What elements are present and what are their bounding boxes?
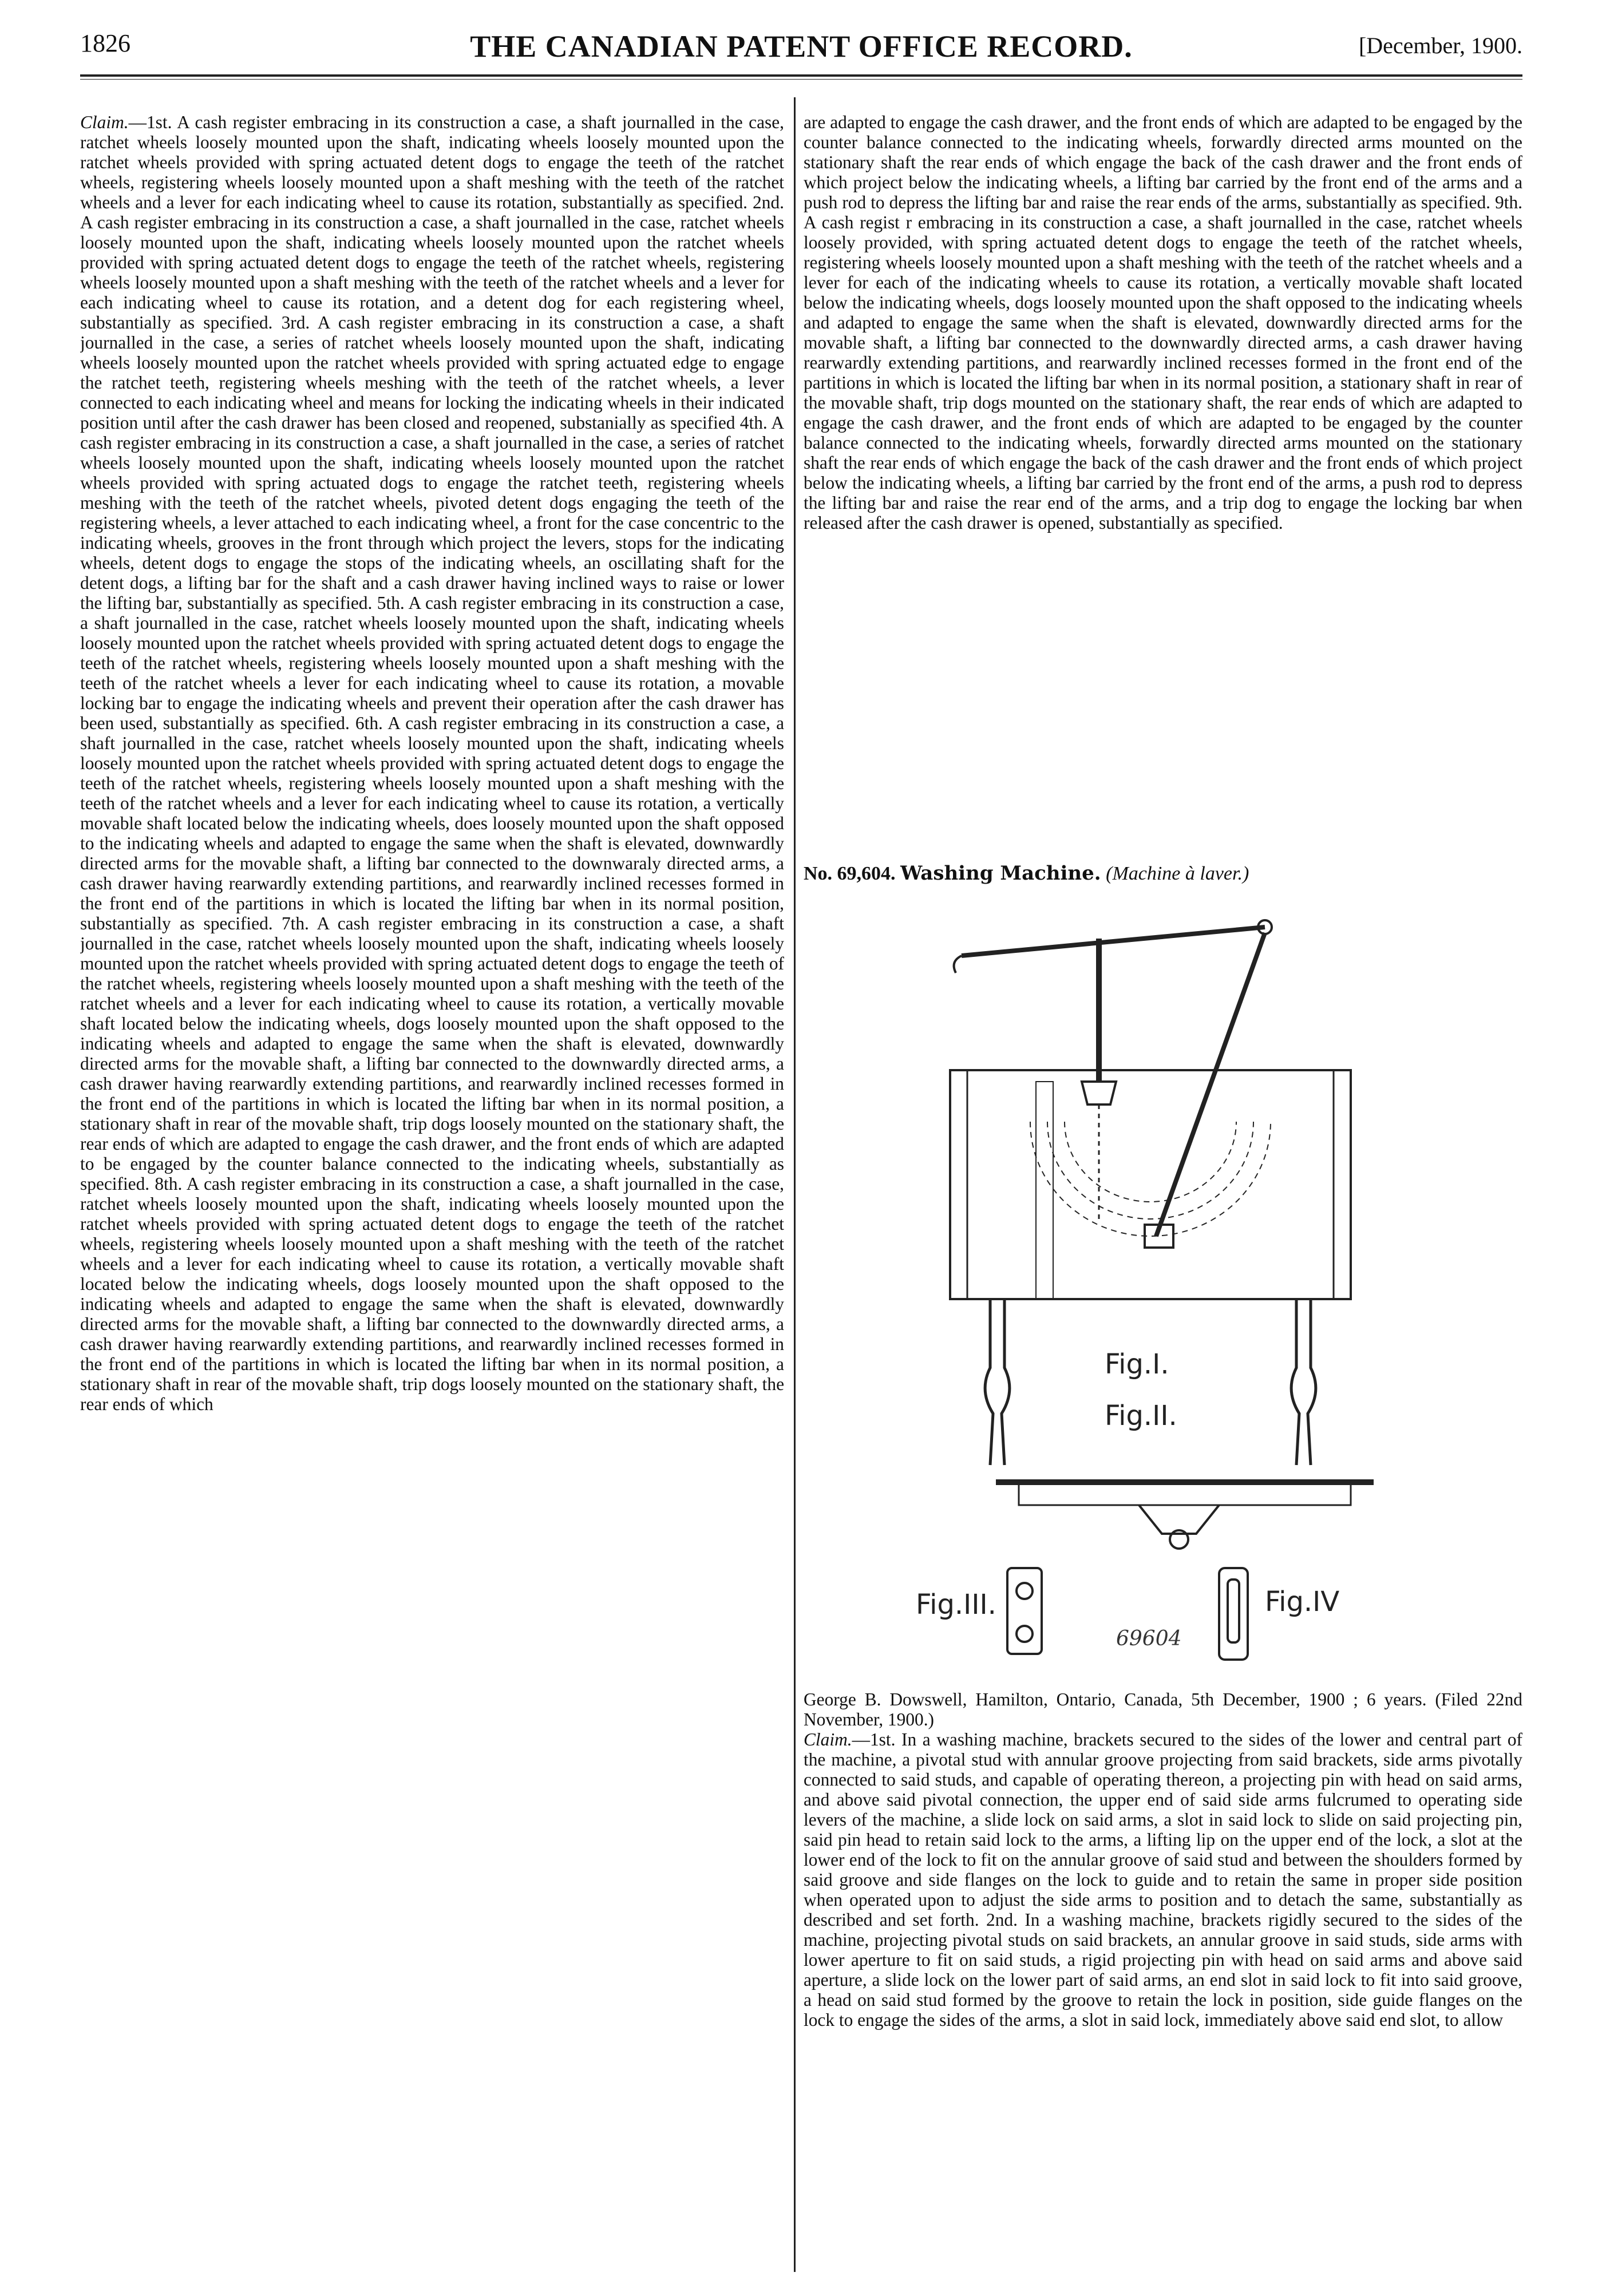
tub-body (950, 1070, 1351, 1299)
figure-label-2: Fig.II. (1105, 1400, 1177, 1432)
fig-3-drawing (1007, 1568, 1042, 1654)
washing-machine-claims (804, 1729, 1522, 2030)
figure-label-3: Fig.III. (916, 1589, 996, 1621)
right-column-paragraph: are adapted to engage the cash drawer, and the front ends of which are adapted to be engaged by the counter balance connected to the indicating wheels, forwardly directed arms mounted on the stationary shaft the rear ends of which engage the back of the cash drawer and the front ends of which project below the indicating wheels, a lifting bar carried by the front end of the arms and a push rod to depress the lifting bar and raise the rear ends of the arms, substantially as specified. 9th. A cash regist r embracing in its construction a case, a shaft journalled in the case, ratchet wheels loosely provided, with spring actuated detent dogs to engage the teeth of the ratchet wheels, registering wheels loosely mounted upon a shaft meshing with the teeth of the ratchet wheels and a lever for each of the indicating wheels to cause its rotation, a vertically movable shaft located below the indicating wheels, dogs loosely mounted upon the shaft opposed to the indicating wheels and adapted to engage the same when the shaft is elevated, downwardly directed arms for the movable shaft, a lifting bar connected to the downwardly directed arms, a cash drawer having rearwardly extending partitions, and rearwardly inclined recesses formed in the front end of the partitions in which is located the lifting bar when in its normal position, a stationary shaft in rear of the movable shaft, trip dogs mounted on the stationary shaft, the rear ends of which are adapted to engage the cash drawer, and the front ends of which are adapted to be engaged by the counter balance connected to the indicating wheels, forwardly directed arms mounted on the stationary shaft the rear ends of which engage the back of the cash drawer and the front ends of which project below the indicating wheels, a lifting bar carried by the front end of the arms, a push rod to depress the lifting bar and raise the rear end of the arms, and a trip dog to engage the locking bar when released after the cash drawer is opened, substantially as specified. (804, 112, 1522, 533)
issue-date: [December, 1900. (1358, 33, 1522, 58)
leg-left (985, 1299, 993, 1465)
header-rule-thick (80, 74, 1522, 77)
claim-text: —1st. A cash register embracing in its construction a case, a shaft journalled in the case, ratchet wheels loosely mounted upon the shaft, indicating wheels loosely mounted upon the ratchet wheels provided with spring actuated detent dogs to engage the teeth of the ratchet wheels, registering wheels loosely mounted upon a shaft meshing with the teeth of the ratchet wheels and a lever for each indicating wheel to cause its rotation, substantially as specified. 2nd. A cash register embracing in its construction a case, a shaft journalled in the case, ratchet wheels loosely mounted upon the shaft, indicating wheels loosely mounted upon the ratchet wheels provided with spring actuated detent dogs to engage the teeth of the ratchet wheels, registering wheels loosely mounted upon a shaft meshing with the teeth of the ratchet wheels and a lever for each indicating wheel to cause its rotation, and a detent dog for each registering wheel, substantially as specified. 3rd. A cash register embracing in its construction a case, a shaft journalled in the case, a series of ratchet wheels loosely mounted upon the shaft, indicating wheels loosely mounted upon the ratchet wheels provided with spring actuated edge to engage the ratchet teeth, registering wheels meshing with the teeth of the ratchet wheels, a lever connected to each indicating wheel and means for locking the indicating wheels in their indicated position until after the cash drawer has been closed and reopened, substanially as specified 4th. A cash register embracing in its construction a case, a shaft journalled in the case, a series of ratchet wheels loosely mounted upon the shaft, indicating wheels loosely mounted upon the ratchet wheels provided with spring actuated dogs to engage the ratchet teeth, registering wheels meshing with the teeth of the ratchet wheels, pivoted detent dogs engaging the teeth of the registering wheels, a lever attached to each indicating wheel, a front for the case concentric to the indicating wheels, grooves in the front through which project the levers, stops for the indicating wheels, detent dogs to engage the stops of the indicating wheels, an oscillating shaft for the detent dogs, a lifting bar for the shaft and a cash drawer having inclined ways to raise or lower the lifting bar, substantially as specified. 5th. A cash register embracing in its construction a case, a shaft journalled in the case, ratchet wheels loosely mounted upon the shaft, indicating wheels loosely mounted upon the ratchet wheels provided with spring actuated detent dogs to engage the teeth of the ratchet wheels, registering wheels loosely mounted upon a shaft meshing with the teeth of the ratchet wheels a lever for each indicating wheel to cause its rotation, a movable locking bar to engage the indicating wheels and prevent their operation after the cash drawer has been used, substantially as specified. 6th. A cash register embracing in its construction a case, a shaft journalled in the case, ratchet wheels loosely mounted upon the shaft, indicating wheels loosely mounted upon the ratchet wheels provided with spring actuated detent dogs to engage the teeth of the ratchet wheels, registering wheels loosely mounted upon a shaft meshing with the teeth of the ratchet wheels and a lever for each indicating wheel to cause its rotation, a vertically movable shaft located below the indicating wheels, does loosely mounted upon the shaft opposed to the indicating wheels and adapted to engage the same when the shaft is elevated, downwardly directed arms for the movable shaft, a lifting bar connected to the downwaraly directed arms, a cash drawer having rearwardly extending partitions, and rearwardly inclined recesses formed in the front end of the partitions in which is located the lifting bar when in its normal position, substantially as specified. 7th. A cash register embracing in its construction a case, a shaft journalled in the case, ratchet wheels loosely mounted upon the shaft, indicating wheels loosely mounted upon the ratchet wheels provided with spring actuated detent dogs to engage the teeth of the ratchet wheels, registering wheels loosely mounted upon a shaft meshing with the teeth of the ratchet wheels and a lever for each indicating wheel to cause its rotation, a vertically movable shaft located below the indicating wheels, dogs loosely mounted upon the shaft opposed to the indicating wheels and adapted to engage the same when the shaft is elevated, downwardly directed arms for the movable shaft, a lifting bar connected to the downwardly directed arms, a cash drawer having rearwardly extending partitions, and rearwardly inclined recesses formed in the front end of the partitions in which is located the lifting bar when in its normal position, a stationary shaft in rear of the movable shaft, trip dogs loosely mounted on the stationary shaft, the rear ends of which are adapted to engage the cash drawer, and the front ends of which are adapted to be engaged by the counter balance connected to the indicating wheels, substantially as specified. 8th. A cash register embracing in its construction a case, a shaft journalled in the case, ratchet wheels loosely mounted upon the shaft, indicating wheels loosely mounted upon the ratchet wheels provided with spring actuated detent dogs to engage the teeth of the ratchet wheels, registering wheels loosely mounted upon a shaft meshing with the teeth of the ratchet wheels and a lever for each indicating wheel to cause its rotation, a vertically movable shaft located below the indicating wheels, dogs loosely mounted upon the shaft opposed to the indicating wheels and adapted to engage the same when the shaft is elevated, downwardly directed arms for the movable shaft, a lifting bar connected to the downwardly directed arms, a cash drawer having rearwardly extending partitions, and rearwardly inclined recesses formed in the front end of the partitions in which is located the lifting bar when in its normal position, a stationary shaft in rear of the movable shaft, trip dogs loosely mounted on the stationary shaft, the rear ends of which (80, 112, 784, 1414)
fig-4-drawing (1219, 1568, 1248, 1660)
side-arm (1156, 933, 1265, 1236)
patent-french-title: (Machine à laver.) (1106, 863, 1249, 884)
patent-drawing (893, 898, 1465, 1671)
fig-2-drawing (996, 1482, 1374, 1549)
claim-text: —1st. In a washing machine, brackets secured to the sides of the lower and central part of the machine, a pivotal stud with annular groove projecting from said brackets, side arms pivotally connected to said studs, and capable of operating thereon, a projecting pin with head on said arms, and above said pivotal connection, the upper end of said side arms fulcrumed to operating side levers of the machine, a slide lock on said arms, a slot in said lock to slide on said projecting pin, said pin head to retain said lock to the arms, a lifting lip on the upper end of the lock, a slot at the lower end of the lock to fit on the annular groove of said stud and between the shoulders formed by said groove and side flanges on the lock to guide and to retain the same in proper side position when operated upon to adjust the side arms to position and to detach the same, substantially as described and set forth. 2nd. In a washing machine, brackets rigidly secured to the sides of the machine, projecting pivotal studs on said brackets, an annular groove in said studs, side arms with lower aperture to fit on said studs, a rigid projecting pin with head on said arms and above said aperture, a slide lock on the lower part of said arms, an end slot in said lock to fit into said groove, a head on said stud formed by the groove to retain the lock in position, side guide flanges on the lock to engage the sides of the arms, a slot in said lock, immediately above said end slot, to allow (804, 1729, 1522, 2030)
journal-title: THE CANADIAN PATENT OFFICE RECORD. (470, 29, 1133, 64)
page-number: 1826 (80, 29, 130, 57)
patent-entry-heading (804, 862, 1522, 885)
patent-title: Washing Machine. (900, 862, 1101, 885)
claim-label: Claim. (80, 112, 129, 132)
fig-1-drawing (950, 920, 1351, 1465)
patent-number: No. 69,604. (804, 863, 896, 884)
figure-reference-number: 69604 (1116, 1627, 1182, 1650)
left-column-paragraph (80, 112, 784, 1414)
figure-label-1: Fig.I. (1105, 1348, 1169, 1380)
column-divider (794, 97, 796, 2272)
operating-lever (962, 927, 1265, 956)
patentee-line: George B. Dowswell, Hamilton, Ontario, Canada, 5th December, 1900 ; 6 years. (Filed 22nd November, 1900.) (804, 1689, 1522, 1729)
header-rule-thin (80, 79, 1522, 80)
right-column-bottom (804, 1689, 1522, 2285)
right-column-top (804, 112, 1522, 856)
page-header (80, 29, 1522, 69)
leg-right (1291, 1299, 1299, 1465)
claim-label: Claim. (804, 1729, 852, 1749)
left-column (80, 112, 784, 2281)
figure-label-4: Fig.IV (1265, 1586, 1340, 1618)
